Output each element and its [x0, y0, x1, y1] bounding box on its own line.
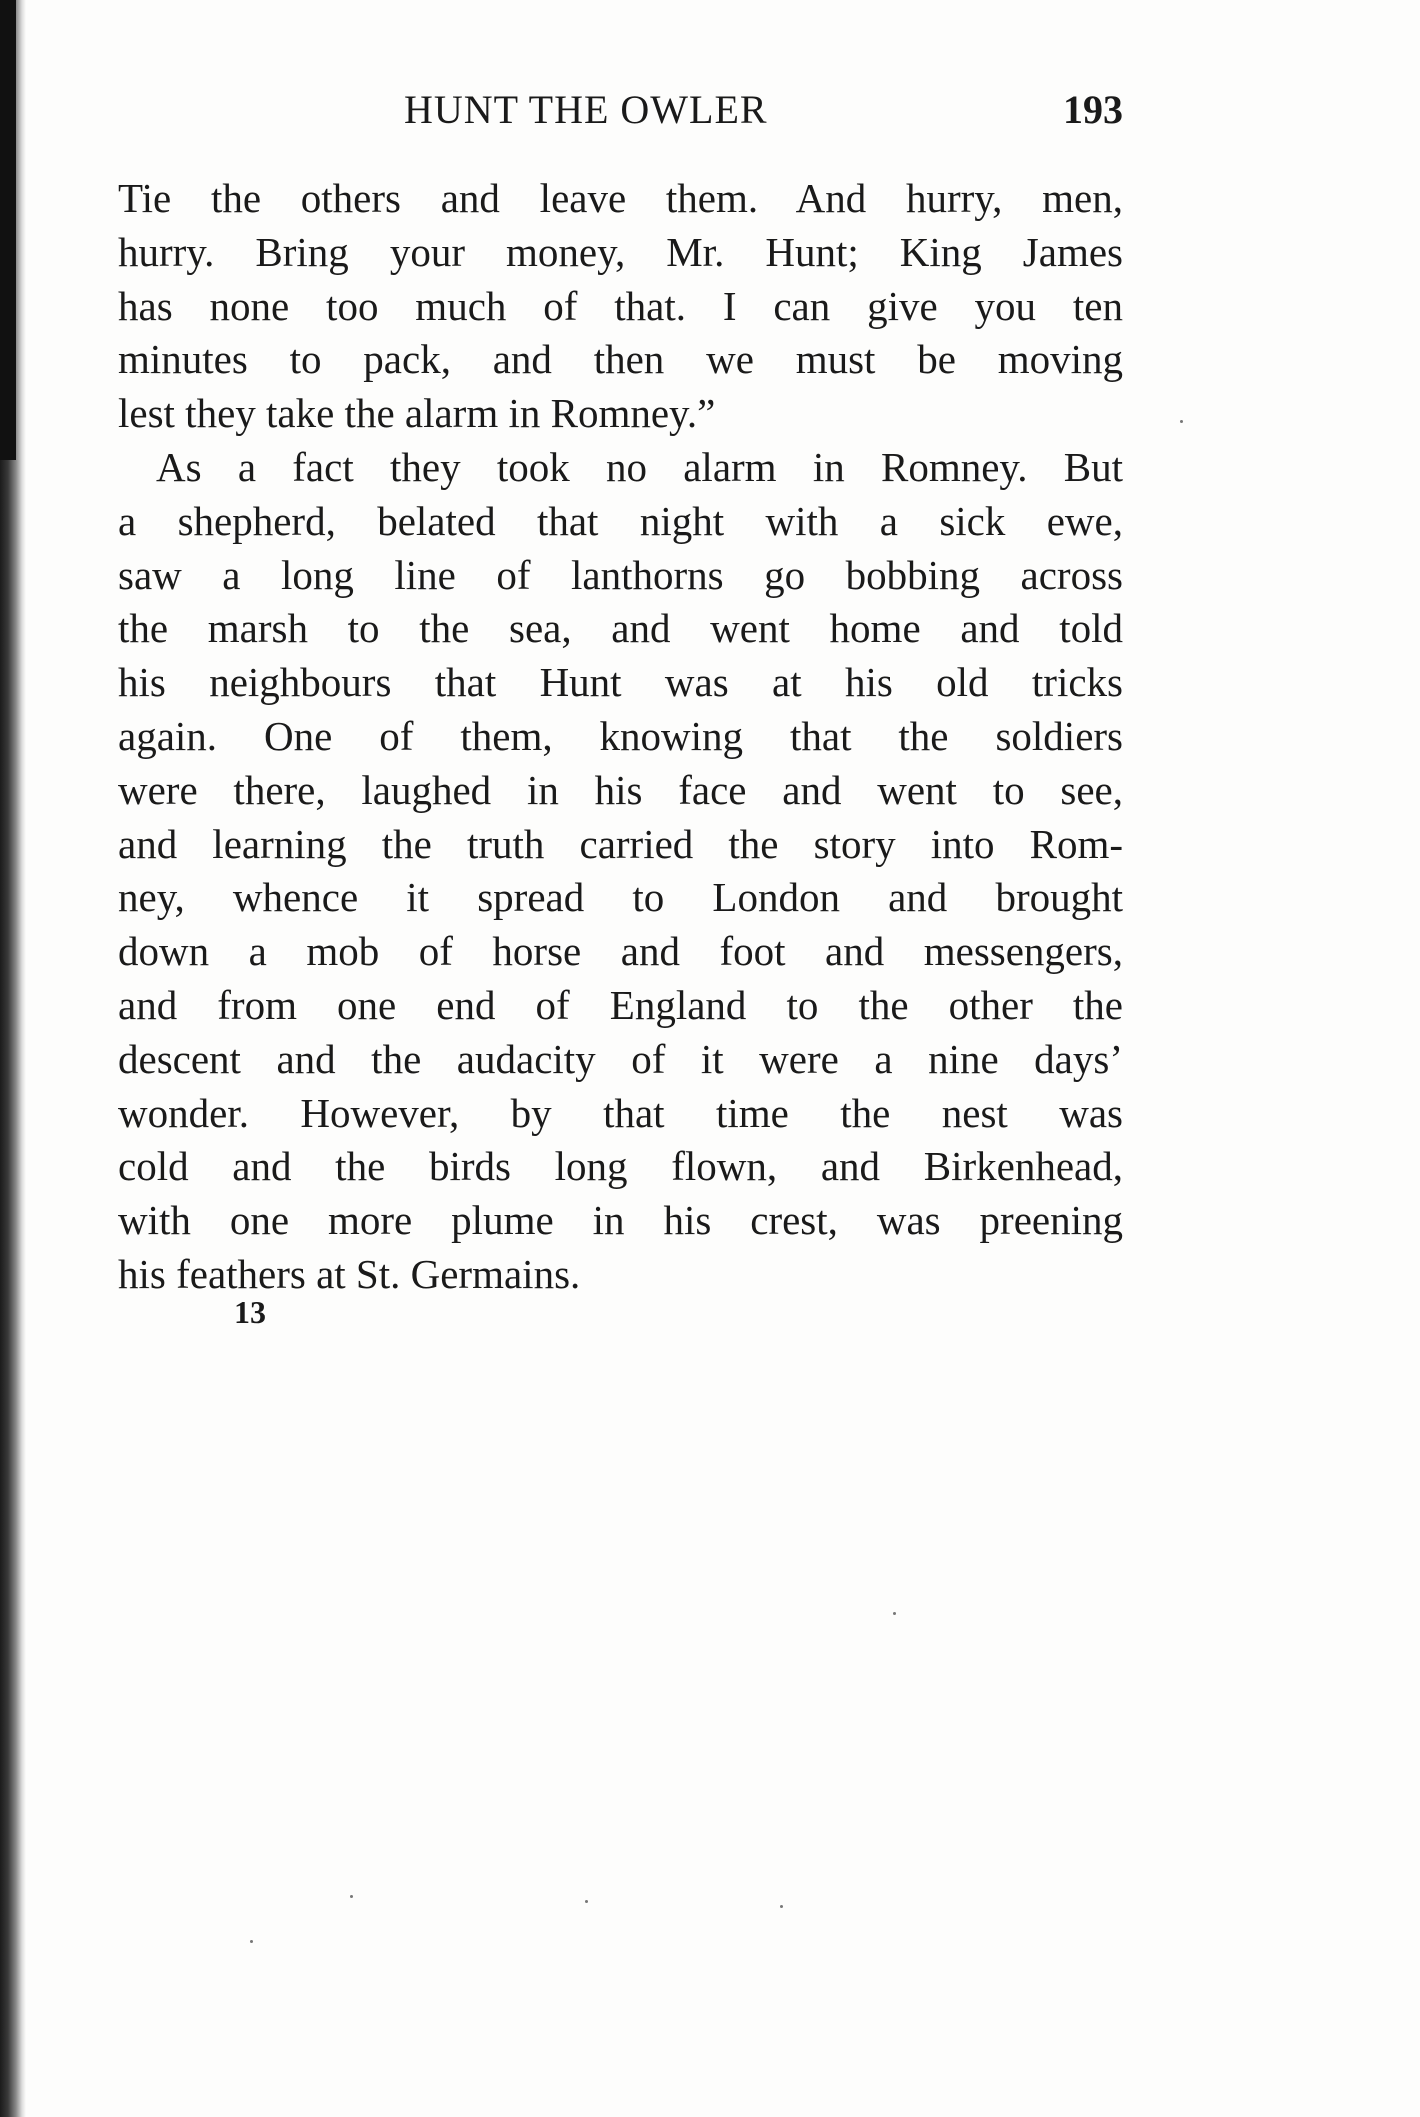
scan-speck — [893, 1612, 896, 1615]
scan-speck — [350, 1895, 353, 1898]
text-line: hurry. Bring your money, Mr. Hunt; King James — [118, 228, 1123, 275]
text-line: again. One of them, knowing that the soldiers — [118, 712, 1123, 759]
text-line: his neighbours that Hunt was at his old tricks — [118, 659, 1123, 706]
text-line: saw a long line of lanthorns go bobbing across — [118, 551, 1123, 598]
text-line: and learning the truth carried the story into Rom- — [118, 820, 1123, 867]
running-title: HUNT THE OWLER — [404, 87, 768, 132]
text-line: a shepherd, belated that night with a sick ewe, — [118, 497, 1123, 544]
text-line: wonder. However, by that time the nest was — [118, 1089, 1123, 1136]
page-number: 193 — [1063, 87, 1123, 132]
running-head — [118, 86, 1123, 146]
text-line: down a mob of horse and foot and messengers, — [118, 928, 1123, 975]
text-line: lest they take the alarm in Romney.” — [118, 390, 716, 437]
text-line: and from one end of England to the other the — [118, 981, 1123, 1028]
scan-speck — [1180, 420, 1183, 423]
text-line: cold and the birds long flown, and Birkenhead, — [118, 1143, 1123, 1190]
signature-mark: 13 — [234, 1294, 266, 1330]
text-line: the marsh to the sea, and went home and told — [118, 605, 1123, 652]
paragraph-1 — [118, 172, 1123, 441]
text-line: with one more plume in his crest, was preening — [118, 1197, 1123, 1244]
text-line: ney, whence it spread to London and brought — [118, 874, 1123, 921]
text-line: As a fact they took no alarm in Romney. But — [156, 443, 1123, 490]
text-line: descent and the audacity of it were a nine days’ — [118, 1035, 1123, 1082]
text-line: his feathers at St. Germains. — [118, 1250, 581, 1297]
text-line: were there, laughed in his face and went to see, — [118, 766, 1123, 813]
text-line: minutes to pack, and then we must be moving — [118, 336, 1123, 383]
binding-edge-dark — [0, 0, 16, 460]
paragraph-2 — [118, 441, 1123, 1302]
scan-speck — [585, 1900, 588, 1903]
body-text — [118, 172, 1123, 1302]
scan-speck — [250, 1940, 253, 1943]
text-line: has none too much of that. I can give you ten — [118, 282, 1123, 329]
scan-speck — [780, 1905, 783, 1908]
text-line: Tie the others and leave them. And hurry, men, — [118, 175, 1123, 221]
